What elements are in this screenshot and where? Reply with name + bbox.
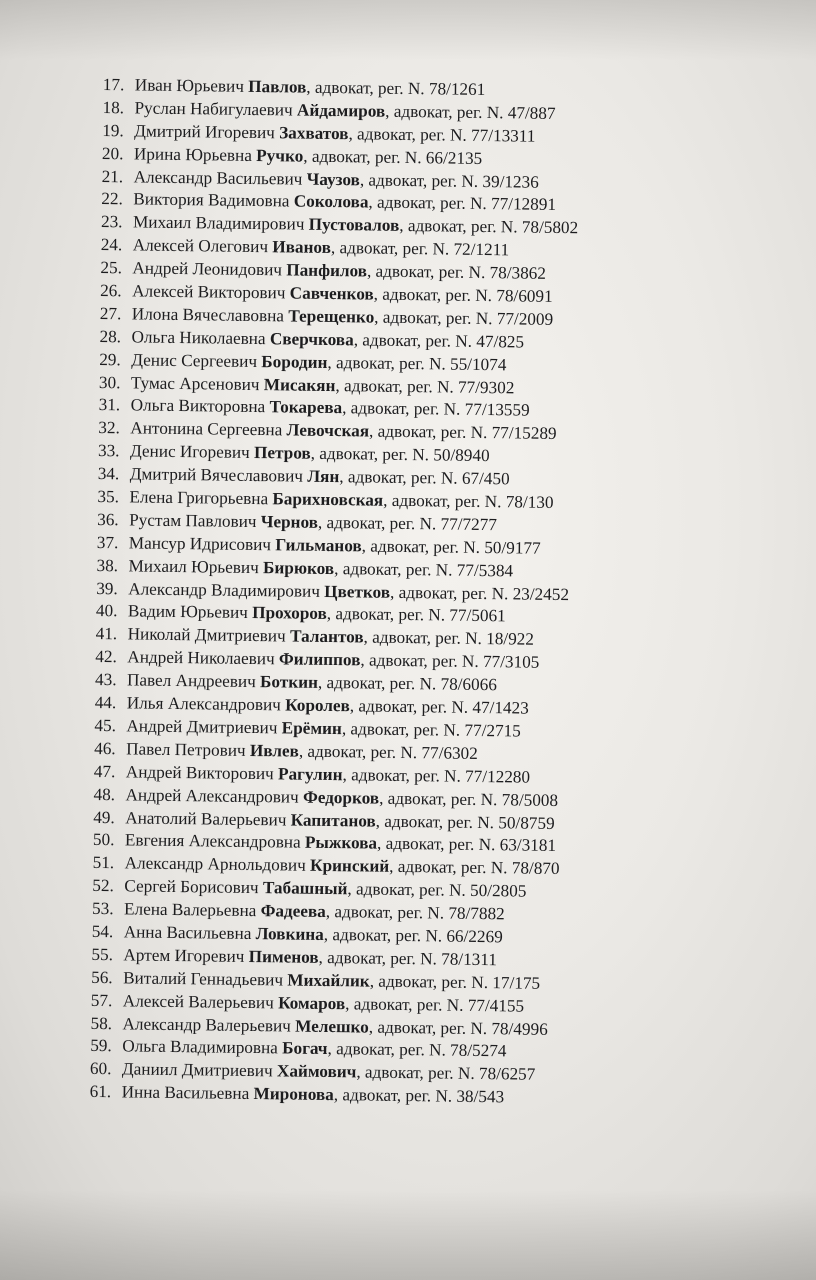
surname: Петров <box>253 443 311 464</box>
given-name: Вадим Юрьевич <box>127 601 248 623</box>
item-number: 30. <box>98 372 121 392</box>
item-number: 33. <box>97 441 120 461</box>
given-name: Анатолий Валерьевич <box>125 807 287 829</box>
registration-number: 77/2009 <box>496 309 554 329</box>
item-number: 51. <box>92 853 115 873</box>
given-name: Андрей Леонидович <box>132 258 283 280</box>
role-suffix: , адвокат, рег. N. <box>325 902 449 923</box>
surname: Цветков <box>324 581 391 602</box>
page-shadow-bottom <box>0 1190 816 1280</box>
surname: Боткин <box>259 672 319 693</box>
role-suffix: , адвокат, рег. N. <box>399 216 522 237</box>
item-number: 36. <box>97 509 119 530</box>
surname: Хаймович <box>276 1061 357 1082</box>
item-number: 53. <box>91 898 114 919</box>
role-suffix: , адвокат, рег. N. <box>348 124 472 145</box>
given-name: Дмитрий Вячеславович <box>129 464 304 486</box>
given-name: Александр Владимирович <box>128 578 321 601</box>
item-number: 31. <box>98 395 121 415</box>
registration-number: 47/1423 <box>472 697 529 718</box>
registration-number: 50/9177 <box>484 537 541 558</box>
role-suffix: , адвокат, рег. N. <box>327 1039 451 1061</box>
surname: Панфилов <box>286 260 368 281</box>
registration-number: 77/13311 <box>470 125 536 146</box>
registration-number: 50/8759 <box>498 812 555 833</box>
item-number: 56. <box>91 967 113 987</box>
registration-number: 66/2269 <box>446 926 503 947</box>
surname: Соколова <box>293 191 369 212</box>
item-number: 19. <box>102 120 124 141</box>
surname: Михайлик <box>287 970 370 991</box>
item-number: 39. <box>96 578 118 598</box>
registration-number: 38/543 <box>456 1086 505 1107</box>
item-number: 41. <box>95 624 118 644</box>
role-suffix: , адвокат, рег. N. <box>347 879 471 901</box>
item-number: 17. <box>102 74 125 95</box>
item-number: 45. <box>94 715 117 736</box>
surname: Рыжкова <box>304 833 378 854</box>
surname: Гильманов <box>275 535 362 556</box>
item-number: 26. <box>100 280 122 301</box>
item-number: 23. <box>100 212 123 232</box>
registration-number: 78/6257 <box>478 1064 536 1085</box>
role-suffix: , адвокат, рег. N. <box>379 788 502 809</box>
registration-number: 77/15289 <box>491 423 557 444</box>
given-name: Михаил Юрьевич <box>128 556 259 577</box>
surname: Левочская <box>286 420 370 441</box>
role-suffix: , адвокат, рег. N. <box>339 467 463 488</box>
surname: Ловкина <box>255 924 324 944</box>
role-suffix: , адвокат, рег. N. <box>376 834 500 855</box>
item-number: 22. <box>101 189 123 209</box>
surname: Бирюков <box>262 557 335 578</box>
role-suffix: , адвокат, рег. N. <box>385 101 508 123</box>
surname: Барихновская <box>272 489 384 510</box>
registration-number: 78/4996 <box>491 1018 548 1039</box>
registration-number: 78/1311 <box>441 949 498 970</box>
given-name: Виталий Геннадьевич <box>123 968 284 990</box>
given-name: Алексей Викторович <box>132 281 286 303</box>
registration-number: 77/9302 <box>457 377 515 397</box>
surname: Королев <box>285 695 351 716</box>
given-name: Александр Валерьевич <box>122 1013 291 1036</box>
role-suffix: , адвокат, рег. N. <box>374 307 497 329</box>
given-name: Иван Юрьевич <box>134 75 245 96</box>
given-name: Артем Игоревич <box>123 945 245 966</box>
item-number: 42. <box>95 647 117 667</box>
role-suffix: , адвокат, рег. N. <box>323 924 447 946</box>
item-number: 35. <box>97 486 120 507</box>
registration-number: 55/1074 <box>449 354 507 374</box>
surname: Фадеева <box>260 901 326 922</box>
surname: Токарева <box>269 397 343 418</box>
role-suffix: , адвокат, рег. N. <box>317 512 441 534</box>
registration-number: 78/870 <box>511 858 560 879</box>
registration-number: 77/2715 <box>464 720 521 741</box>
item-number: 60. <box>89 1059 112 1079</box>
role-suffix: , адвокат, рег. N. <box>356 1062 480 1084</box>
item-number: 38. <box>96 555 119 575</box>
registration-number: 78/5008 <box>501 789 559 810</box>
registration-number: 72/1211 <box>453 239 510 260</box>
role-suffix: , адвокат, рег. N. <box>333 1085 457 1106</box>
given-name: Илья Александрович <box>126 693 282 715</box>
given-name: Анна Васильевна <box>123 922 252 943</box>
given-name: Тумас Арсенович <box>130 372 260 394</box>
item-number: 57. <box>90 990 113 1010</box>
registration-number: 63/3181 <box>499 835 557 856</box>
item-number: 21. <box>101 166 124 186</box>
surname: Миронова <box>253 1084 334 1105</box>
item-number: 50. <box>92 830 115 850</box>
given-name: Рустам Павлович <box>129 510 257 531</box>
registration-number: 39/1236 <box>482 171 539 192</box>
registration-number: 77/12280 <box>464 766 531 787</box>
registration-number: 78/5274 <box>449 1041 507 1061</box>
item-number: 44. <box>94 692 117 713</box>
role-suffix: , адвокат, рег. N. <box>375 811 499 832</box>
surname: Филиппов <box>278 649 361 670</box>
surname: Капитанов <box>290 810 376 831</box>
role-suffix: , адвокат, рег. N. <box>327 352 451 374</box>
item-number: 48. <box>93 784 116 804</box>
surname: Прохоров <box>252 603 327 624</box>
registration-number: 77/12891 <box>490 194 557 215</box>
registration-number: 78/7882 <box>448 903 505 924</box>
registration-number: 23/2452 <box>512 584 570 604</box>
list-item <box>90 1081 567 1110</box>
surname: Чернов <box>260 512 319 532</box>
given-name: Антонина Сергеевна <box>130 418 283 440</box>
registration-number: 78/3862 <box>489 263 547 283</box>
registration-number: 17/175 <box>492 972 541 993</box>
given-name: Дмитрий Игоревич <box>134 121 275 143</box>
role-suffix: , адвокат, рег. N. <box>334 558 457 580</box>
surname: Захватов <box>279 123 349 143</box>
item-number: 27. <box>99 303 122 324</box>
role-suffix: , адвокат, рег. N. <box>342 398 465 420</box>
surname: Талантов <box>289 626 364 647</box>
surname: Богач <box>282 1038 328 1059</box>
role-suffix: , адвокат, рег. N. <box>360 650 484 672</box>
role-suffix: , адвокат, рег. N. <box>349 696 473 717</box>
given-name: Андрей Дмитриевич <box>126 716 278 738</box>
item-number: 32. <box>98 418 120 438</box>
given-name: Александр Арнольдович <box>124 853 306 876</box>
role-suffix: , адвокат, рег. N. <box>389 857 512 878</box>
item-number: 18. <box>102 97 125 118</box>
registration-number: 18/922 <box>486 629 535 650</box>
item-number: 52. <box>92 876 114 896</box>
registration-number: 77/5384 <box>456 560 514 581</box>
item-number: 37. <box>96 532 119 553</box>
given-name: Денис Сергеевич <box>131 350 258 371</box>
item-number: 20. <box>101 143 124 163</box>
role-suffix: , адвокат, рег. N. <box>342 764 466 786</box>
registration-number: 50/8940 <box>433 445 490 466</box>
given-name: Ирина Юрьевна <box>133 144 253 165</box>
role-suffix: , адвокат, рег. N. <box>363 627 487 649</box>
item-number: 46. <box>94 738 116 759</box>
surname: Пустовалов <box>308 215 400 236</box>
registration-number: 77/3105 <box>482 652 540 673</box>
item-number: 47. <box>93 761 116 781</box>
registration-number: 77/6302 <box>421 743 478 763</box>
item-number: 49. <box>93 807 115 827</box>
role-suffix: , адвокат, рег. N. <box>389 582 513 603</box>
surname: Мисакян <box>263 374 336 395</box>
given-name: Виктория Вадимовна <box>133 189 290 211</box>
registration-number: 77/4155 <box>467 995 525 1016</box>
given-name: Даниил Дмитриевич <box>121 1059 273 1081</box>
registration-number: 77/13559 <box>464 400 530 421</box>
role-suffix: , адвокат, рег. N. <box>326 604 450 626</box>
item-number: 54. <box>91 921 114 942</box>
given-name: Сергей Борисович <box>124 876 259 898</box>
item-number: 24. <box>100 235 123 255</box>
surname: Федорков <box>302 787 380 808</box>
given-name: Павел Петрович <box>126 739 246 760</box>
role-suffix: , адвокат, рег. N. <box>353 330 477 351</box>
surname: Савченков <box>289 283 374 304</box>
surname: Терещенко <box>288 306 375 327</box>
given-name: Александр Васильевич <box>133 166 303 189</box>
registration-number: 77/7277 <box>440 514 498 535</box>
surname: Чаузов <box>306 169 361 189</box>
surname: Ивлев <box>249 740 300 761</box>
surname: Мелешко <box>295 1016 369 1037</box>
registration-number: 78/130 <box>505 492 554 512</box>
given-name: Ольга Викторовна <box>130 395 266 417</box>
registration-number: 50/2805 <box>469 881 527 901</box>
given-name: Мансур Идрисович <box>128 533 272 555</box>
given-name: Евгения Александровна <box>124 830 301 853</box>
registration-number: 78/1261 <box>428 79 486 100</box>
given-name: Елена Валерьевна <box>123 899 257 921</box>
role-suffix: , адвокат, рег. N. <box>368 192 492 214</box>
role-suffix: , адвокат, рег. N. <box>310 444 434 465</box>
surname: Лян <box>307 466 340 487</box>
role-suffix: , адвокат, рег. N. <box>361 536 485 557</box>
role-suffix: , адвокат, рег. N. <box>368 1017 492 1038</box>
role-suffix: , адвокат, рег. N. <box>368 421 492 443</box>
role-suffix: , адвокат, рег. N. <box>359 169 483 191</box>
item-number: 40. <box>95 601 118 621</box>
given-name: Илона Вячеславовна <box>131 304 285 326</box>
role-suffix: , адвокат, рег. N. <box>345 993 468 1015</box>
given-name: Андрей Александрович <box>125 784 299 807</box>
registration-number: 78/6091 <box>496 286 553 306</box>
role-suffix: , адвокат, рег. N. <box>298 741 422 763</box>
surname: Рагулин <box>277 764 343 784</box>
registration-number: 66/2135 <box>425 147 483 168</box>
item-number: 55. <box>91 944 114 965</box>
given-name: Ольга Владимировна <box>122 1036 279 1058</box>
lawyer-list <box>90 74 581 1110</box>
role-suffix: , адвокат, рег. N. <box>330 238 454 259</box>
item-number: 34. <box>97 464 120 484</box>
given-name: Руслан Набигулаевич <box>134 98 293 120</box>
registration-number: 47/825 <box>476 331 525 352</box>
item-number: 59. <box>90 1036 112 1056</box>
given-name: Алексей Олегович <box>132 235 269 257</box>
surname: Бородин <box>261 351 328 372</box>
given-name: Алексей Валерьевич <box>122 990 274 1012</box>
item-number: 28. <box>99 326 122 347</box>
surname: Сверчкова <box>269 329 354 350</box>
role-suffix: , адвокат, рег. N. <box>317 673 441 694</box>
given-name: Николай Дмитриевич <box>127 624 286 646</box>
role-suffix: , адвокат, рег. N. <box>335 375 459 397</box>
registration-number: 67/450 <box>461 468 510 489</box>
item-number: 43. <box>94 670 117 690</box>
surname: Ручко <box>256 145 304 166</box>
surname: Табашный <box>262 878 348 899</box>
surname: Айдамиров <box>296 100 386 121</box>
item-number: 25. <box>100 258 123 278</box>
given-name: Михаил Владимирович <box>132 212 305 234</box>
item-number: 58. <box>90 1013 113 1033</box>
registration-number: 77/5061 <box>449 606 506 626</box>
role-suffix: , адвокат, рег. N. <box>341 719 465 740</box>
given-name: Андрей Николаевич <box>127 647 275 669</box>
given-name: Павел Андреевич <box>126 670 256 692</box>
surname: Пименов <box>248 946 319 967</box>
surname: Комаров <box>278 992 346 1013</box>
item-number: 61. <box>89 1082 112 1102</box>
role-suffix: , адвокат, рег. N. <box>318 947 442 969</box>
given-name: Андрей Викторович <box>125 762 274 784</box>
given-name: Елена Григорьевна <box>129 487 269 509</box>
role-suffix: , адвокат, рег. N. <box>369 971 493 992</box>
role-suffix: , адвокат, рег. N. <box>373 284 497 306</box>
surname: Кринский <box>309 856 390 877</box>
registration-number: 78/5802 <box>521 217 579 238</box>
surname: Иванов <box>272 237 332 258</box>
role-suffix: , адвокат, рег. N. <box>306 77 430 99</box>
surname: Павлов <box>248 76 307 97</box>
surname: Ерёмин <box>281 718 343 739</box>
role-suffix: , адвокат, рег. N. <box>383 490 506 512</box>
given-name: Денис Игоревич <box>129 441 250 463</box>
page-shadow-top <box>0 0 816 60</box>
registration-number: 47/887 <box>507 103 556 123</box>
role-suffix: , адвокат, рег. N. <box>303 146 426 167</box>
role-suffix: , адвокат, рег. N. <box>366 261 490 283</box>
given-name: Инна Васильевна <box>121 1082 250 1104</box>
given-name: Ольга Николаевна <box>131 327 266 348</box>
registration-number: 78/6066 <box>440 674 498 695</box>
item-number: 29. <box>99 349 121 369</box>
